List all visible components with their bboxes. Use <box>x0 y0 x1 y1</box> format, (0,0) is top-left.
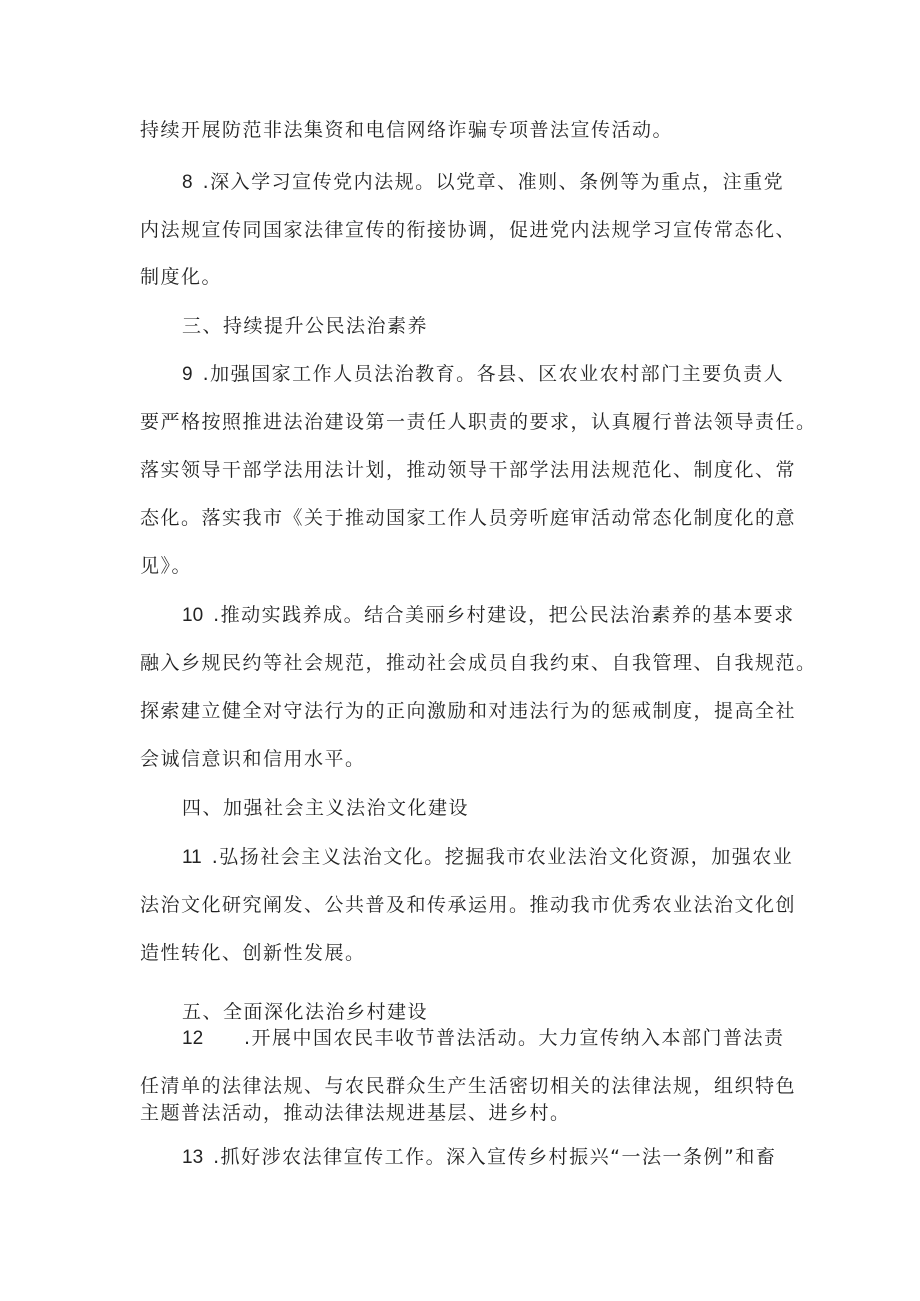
line-text: 落实领导干部学法用法计划，推动领导干部学法用法规范化、制度化、常 <box>140 459 797 481</box>
paragraph-line <box>140 410 817 434</box>
line-text: .深入学习宣传党内法规。以党章、准则、条例等为重点，注重党 <box>202 171 785 193</box>
line-text: 法治文化研究阐发、公共普及和传承运用。推动我市优秀农业法治文化创 <box>140 894 797 916</box>
line-text: 见》。 <box>140 555 193 577</box>
line-text: 持续开展防范非法集资和电信网络诈骗专项普法宣传活动。 <box>140 119 674 141</box>
paragraph-line <box>140 506 796 530</box>
paragraph-line <box>140 747 366 771</box>
item-number: 12 <box>182 1028 204 1049</box>
line-text: 要严格按照推进法治建设第一责任人职责的要求，认真履行普法领导责任。 <box>140 411 817 433</box>
line-text: .抓好涉农法律宣传工作。深入宣传乡村振兴“一法一条例”和畜 <box>213 1146 777 1168</box>
item-9-line <box>182 362 784 387</box>
line-text: 造性转化、创新性发展。 <box>140 942 366 964</box>
line-text: 制度化。 <box>140 266 223 288</box>
paragraph-line <box>140 554 192 578</box>
item-12-line <box>182 1026 785 1051</box>
paragraph-line <box>140 265 222 289</box>
item-number: 13 <box>182 1147 204 1168</box>
item-number: 11 <box>182 847 202 868</box>
item-number: 10 <box>182 605 204 626</box>
item-number: 9 <box>182 364 193 385</box>
paragraph-line <box>140 1101 571 1125</box>
line-text: .推动实践养成。结合美丽乡村建设，把公民法治素养的基本要求 <box>213 604 795 626</box>
paragraph-line <box>140 118 673 142</box>
paragraph-line <box>140 218 796 242</box>
section-heading-4 <box>182 796 469 820</box>
section-heading-3 <box>182 314 428 338</box>
line-text: 任清单的法律法规、与农民群众生产生活密切相关的法律法规，组织特色 <box>140 1075 797 1097</box>
item-number: 8 <box>182 172 193 193</box>
line-text: 融入乡规民约等社会规范，推动社会成员自我约束、自我管理、自我规范。 <box>140 652 817 674</box>
line-text: 探索建立健全对守法行为的正向激励和对违法行为的惩戒制度，提高全社 <box>140 700 797 722</box>
paragraph-line <box>140 651 817 675</box>
item-13-line <box>182 1145 776 1170</box>
line-text: 态化。落实我市《关于推动国家工作人员旁听庭审活动常态化制度化的意 <box>140 507 797 529</box>
line-text: 主题普法活动，推动法律法规进基层、进乡村。 <box>140 1102 571 1124</box>
paragraph-line <box>140 893 796 917</box>
paragraph-line <box>140 458 796 482</box>
line-text: .开展中国农民丰收节普法活动。大力宣传纳入本部门普法责 <box>244 1027 785 1049</box>
line-text: .加强国家工作人员法治教育。各县、区农业农村部门主要负责人 <box>202 363 785 385</box>
heading-text: 五、全面深化法治乡村建设 <box>182 1001 429 1023</box>
item-11-line <box>182 845 793 870</box>
heading-text: 四、加强社会主义法治文化建设 <box>182 797 470 819</box>
paragraph-line <box>140 699 796 723</box>
section-heading-5 <box>182 1000 428 1024</box>
line-text: 会诚信意识和信用水平。 <box>140 748 366 770</box>
item-10-line <box>182 603 795 628</box>
item-8-line <box>182 170 784 195</box>
paragraph-line <box>140 1074 796 1098</box>
line-text: .弘扬社会主义法治文化。挖掘我市农业法治文化资源，加强农业 <box>211 846 794 868</box>
line-text: 内法规宣传同国家法律宣传的衔接协调，促进党内法规学习宣传常态化、 <box>140 219 797 241</box>
paragraph-line <box>140 941 366 965</box>
heading-text: 三、持续提升公民法治素养 <box>182 315 429 337</box>
